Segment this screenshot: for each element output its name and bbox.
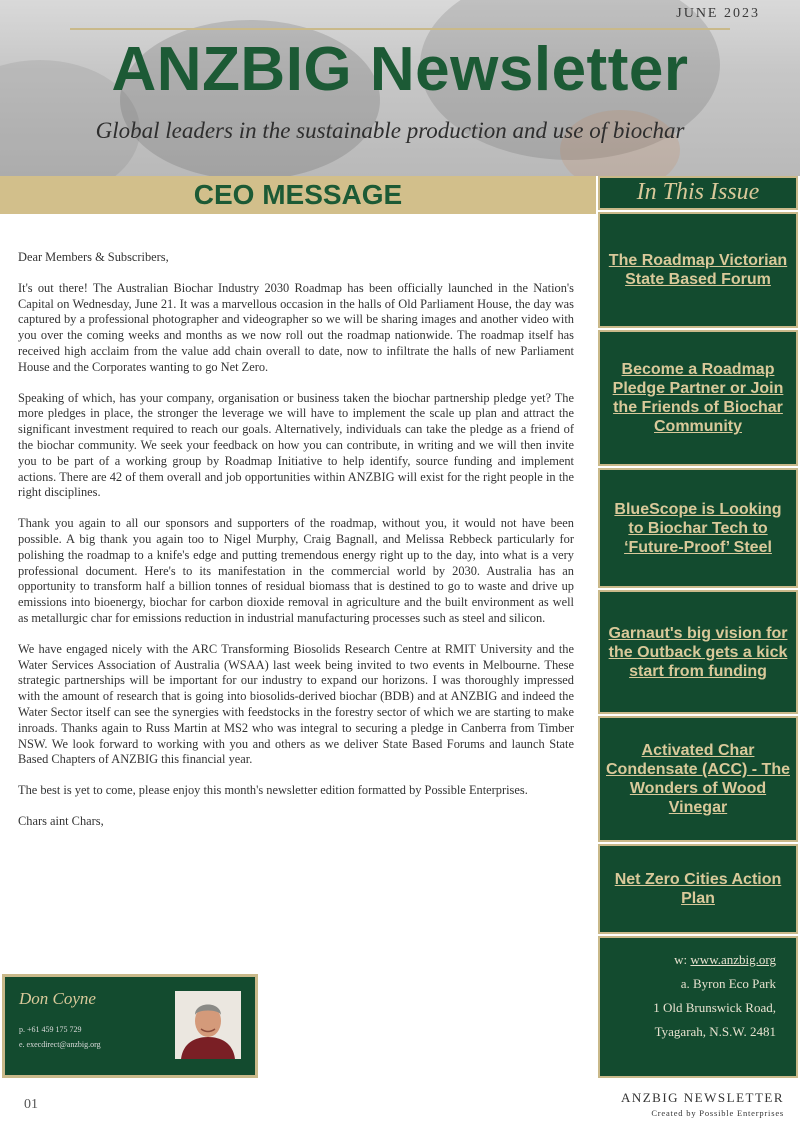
issue-date: JUNE 2023	[676, 6, 760, 21]
contact-address-line: Tyagarah, N.S.W. 2481	[654, 1024, 776, 1039]
footer-credit: Created by Possible Enterprises	[651, 1108, 784, 1118]
footer-title: ANZBIG NEWSLETTER	[620, 1090, 784, 1105]
website-prefix: w:	[674, 952, 688, 967]
sidebar-link-label[interactable]: Become a Roadmap Pledge Partner or Join the Friends of Biochar Community	[612, 361, 784, 435]
letter-paragraph: The best is yet to come, please enjoy this month's newsletter edition formatted by Possible Enterprises.	[18, 783, 528, 798]
letter-paragraph: We have engaged nicely with the ARC Transforming Biosolids Research Centre at RMIT University and the Water Services Association of Australia (WSAA) last week being invited to two events in Melbourne. These strategic partnerships will be important for our industry to expand our horizons. I was thoroughly impressed with the amount of research that is going into biosolids-derived biochar (BDB) and at ANZBIG and indeed the Water Sector itself can see the synergies with feedstocks in the forestry sector of which we are starting to make inroads. Thanks again to Russ Martin at MS2 who was integral to securing a pledge in Canberra from Timber NSW. We look forward to working with you and others as we deliver State Based Forums and launch State Based Chapters of ANZBIG this financial year.	[18, 641, 574, 767]
sidebar-link-pledge-partner[interactable]	[598, 330, 798, 466]
newsletter-title: ANZBIG Newsletter	[111, 35, 689, 104]
sidebar-header	[598, 176, 798, 210]
contact-address-line: 1 Old Brunswick Road,	[653, 1000, 776, 1015]
website-link[interactable]: www.anzbig.org	[690, 952, 776, 967]
contact-address-line: a. Byron Eco Park	[680, 976, 776, 991]
ceo-letter	[18, 250, 574, 845]
contact-box	[598, 936, 798, 1078]
in-this-issue-sidebar	[596, 176, 800, 1082]
sidebar-link-wood-vinegar[interactable]	[598, 716, 798, 842]
letter-salutation: Dear Members & Subscribers,	[18, 250, 169, 264]
section-title: CEO MESSAGE	[193, 179, 403, 210]
sidebar-link-label[interactable]: The Roadmap Victorian State Based Forum	[608, 252, 788, 288]
tagline: Global leaders in the sustainable production and use of biochar	[95, 118, 685, 143]
letter-signoff: Chars aint Chars,	[18, 813, 104, 828]
sidebar-link-label[interactable]: Garnaut's big vision for the Outback gets a kick start from funding	[608, 624, 788, 680]
letter-paragraph: Thank you again to all our sponsors and supporters of the roadmap, without you, it would not have been possible. A big thank you again too to Nigel Murphy, Craig Bagnall, and Melissa Rebbeck particularly for polishing the roadmap to a knife's edge and putting tremendous energy right up to the day, into what is a very professional document. Here's to its manifestation in the commercial world by 2030. Australia has an opportunity to transform half a billion tonnes of residual biomass that is destined to go to waste and drive up emissions into bioenergy, biochar for carbon dioxide removal in agriculture and the built environment as well as metallurgic char for emissions reduction in industrial manufacturing processes such as steel and silicon.	[18, 516, 574, 625]
sidebar-link-roadmap-forum[interactable]	[598, 212, 798, 328]
sidebar-link-label[interactable]: Net Zero Cities Action Plan	[614, 871, 782, 907]
header-banner	[0, 0, 800, 176]
signature-email: e. execdirect@anzbig.org	[19, 1040, 101, 1049]
signature-card	[2, 974, 258, 1078]
page-number: 01	[24, 1097, 38, 1112]
signature-name: Don Coyne	[19, 989, 96, 1008]
header-rule	[70, 28, 730, 30]
sidebar-link-bluescope[interactable]	[598, 468, 798, 588]
letter-paragraph: It's out there! The Australian Biochar Industry 2030 Roadmap has been officially launched in the Nation's Capital on Wednesday, June 21. It was a marvellous occasion in the halls of Old Parliament House, the day was captured by a professional photographer and videographer so we will be sharing images and another video with you over the coming weeks and months as we now roll out the roadmap nationwide. The roadmap itself has received high acclaim from the value add chain overall to date, now to infiltrate the halls of new Parliament House and the Corporates wanting to go Net Zero.	[18, 280, 574, 374]
sidebar-link-label[interactable]: BlueScope is Looking to Biochar Tech to ‘Future-Proof’ Steel	[614, 500, 782, 556]
letter-paragraph: Speaking of which, has your company, organisation or business taken the biochar partnership pledge yet? The more pledges in place, the stronger the leverage we will have to implement the scale up plan and attract the significant investment required to reach our goals. Alternatively, individuals can take the pledge as a friend of the biochar community. We seek your feedback on how you can contribute, in writing and we will then invite you to be part of a working group by Roadmap Initiative to help identify, source funding and implement actions. There are 42 of them overall and job opportunities within ANZBIG will exist for the right people in the right disciplines.	[18, 390, 574, 500]
section-band	[0, 176, 596, 214]
sidebar-link-net-zero-cities[interactable]	[598, 844, 798, 934]
portrait-photo	[175, 991, 241, 1059]
signature-phone: p. +61 459 175 729	[19, 1025, 82, 1034]
sidebar-link-garnaut[interactable]	[598, 590, 798, 714]
sidebar-link-label[interactable]: Activated Char Condensate (ACC) - The Wonders of Wood Vinegar	[606, 742, 790, 816]
contact-website	[674, 952, 776, 968]
sidebar-heading: In This Issue	[636, 179, 760, 205]
